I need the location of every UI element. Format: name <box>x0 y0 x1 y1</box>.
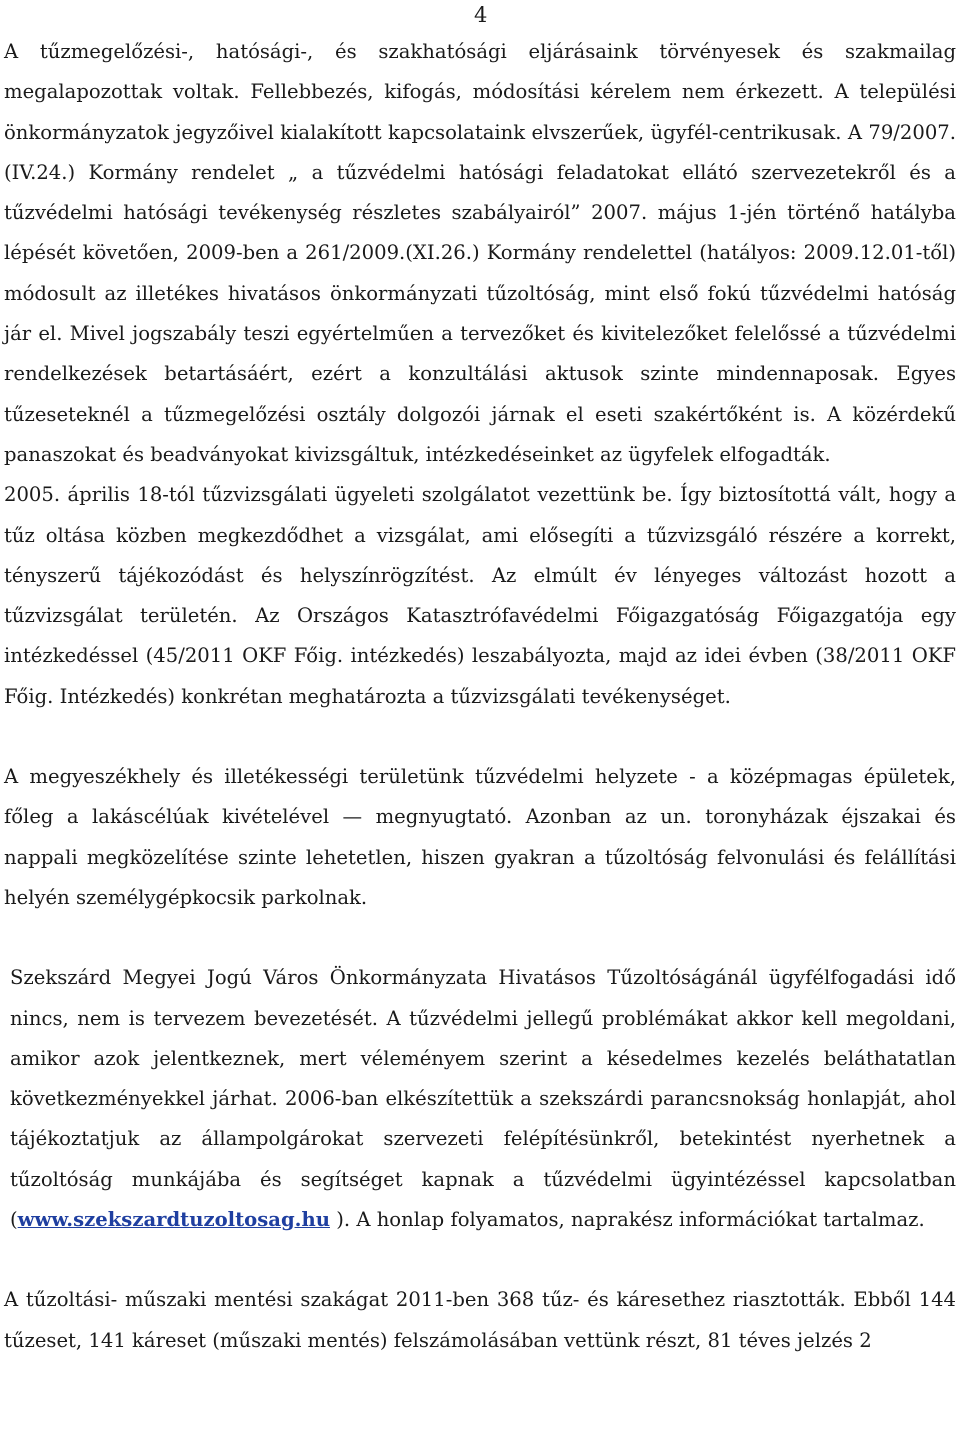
paragraph-ugyfelfogadas <box>4 958 956 1240</box>
paragraph-tuzvedelmi-helyzet: A megyeszékhely és illetékességi területünk tűzvédelmi helyzete - a középmagas épületek, főleg a lakáscélúak kivételével — megnyugtató. Azonban az un. toronyházak éjszakai és nappali megközelítése szinte lehetetlen, hiszen gyakran a tűzoltóság felvonulási és felállítási helyén személygépkocsik parkolnak. <box>4 765 956 909</box>
paragraph-ugyfelfogadas-text-after: ). A honlap folyamatos, naprakész információkat tartalmaz. <box>329 1208 925 1232</box>
paragraph-tuzvizsgalat: 2005. április 18-tól tűzvizsgálati ügyeleti szolgálatot vezettünk be. Így biztosítottá vált, hogy a tűz oltása közben megkezdődhet a vizsgálat, ami elősegíti a tűzvizsgáló részére a korrekt, tényszerű tájékozódást és helyszínrögzítést. Az elmúlt év lényeges változást hozott a tűzvizsgálat területén. Az Országos Katasztrófavédelmi Főigazgatóság Főigazgatója egy intézkedéssel (45/2011 OKF Főig. intézkedés) leszabályozta, majd az idei évben (38/2011 OKF Főig. Intézkedés) konkrétan meghatározta a tűzvizsgálati tevékenységet. <box>4 483 956 708</box>
document-body <box>4 32 956 1361</box>
paragraph-tuzoltasi-szakag: A tűzoltási- műszaki mentési szakágat 2011-ben 368 tűz- és káresethez riasztották. Ebből 144 tűzeset, 141 káreset (műszaki mentés) felszámolásában vettünk részt, 81 téves jelzés 2 <box>4 1288 956 1352</box>
paragraph-ugyfelfogadas-text-before: Szekszárd Megyei Jogú Város Önkormányzata Hivatásos Tűzoltóságánál ügyfélfogadási idő nincs, nem is tervezem bevezetését. A tűzvédelmi jellegű problémákat akkor kell megoldani, amikor azok jelentkeznek, mert véleményem szerint a késedelmes kezelés beláthatatlan következményekkel járhat. 2006-ban elkészítettük a szekszárdi parancsnokság honlapját, ahol tájékoztatjuk az állampolgárokat szervezeti felépítésünkről, betekintést nyerhetnek a tűzoltóság munkájába és segítséget kapnak a tűzvédelmi ügyintézéssel kapcsolatban ( <box>10 966 956 1232</box>
website-link[interactable]: www.szekszardtuzoltosag.hu <box>17 1208 330 1232</box>
page-number: 4 <box>474 3 488 27</box>
paragraph-hatosagi-eljarasok: A tűzmegelőzési-, hatósági-, és szakhatósági eljárásaink törvényesek és szakmailag megalapozottak voltak. Fellebbezés, kifogás, módosítási kérelem nem érkezett. A települési önkormányzatok jegyzőivel kialakított kapcsolataink elvszerűek, ügyfél-centrikusak. A 79/2007.(IV.24.) Kormány rendelet „ a tűzvédelmi hatósági feladatokat ellátó szervezetekről és a tűzvédelmi hatósági tevékenység részletes szabályairól” 2007. május 1-jén történő hatályba lépését követően, 2009-ben a 261/2009.(XI.26.) Kormány rendelettel (hatályos: 2009.12.01-től) módosult az illetékes hivatásos önkormányzati tűzoltóság, mint első fokú tűzvédelmi hatóság jár el. Mivel jogszabály teszi egyértelműen a tervezőket és kivitelezőket felelőssé a tűzvédelmi rendelkezések betartásáért, ezért a konzultálási aktusok szinte mindennaposak. Egyes tűzeseteknél a tűzmegelőzési osztály dolgozói járnak el eseti szakértőként is. A közérdekű panaszokat és beadványokat kivizsgáltuk, intézkedéseinket az ügyfelek elfogadták. <box>4 40 956 466</box>
